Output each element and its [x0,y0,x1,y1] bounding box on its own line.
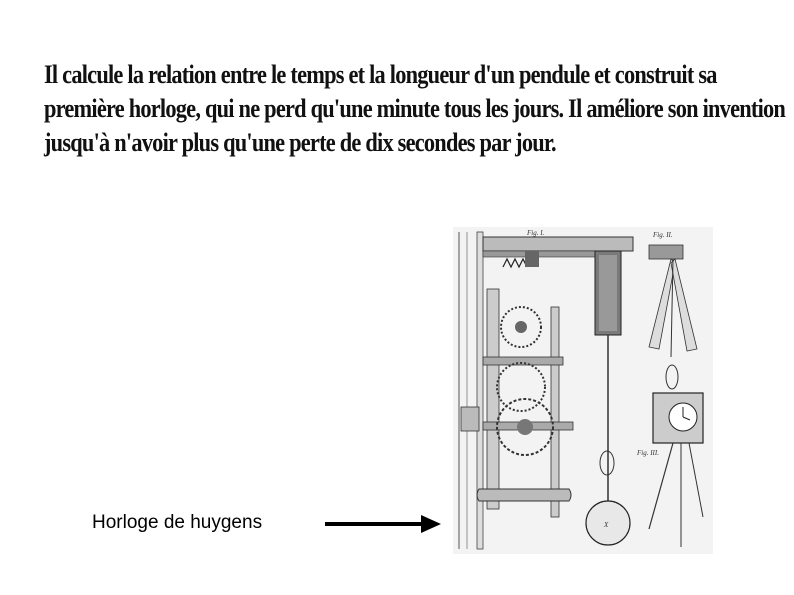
paragraph-line-3: jusqu'à n'avoir plus qu'une perte de dix secondes par jour. [44,128,556,157]
bob-letter: X [604,521,609,529]
fig2-label: Fig. II. [653,231,673,239]
description-paragraph [44,58,786,160]
right-arrow-icon [325,513,443,535]
paragraph-line-1: Il calcule la relation entre le temps et la longueur d'un pendule et construit sa [44,60,717,89]
figure-caption: Horloge de huygens [92,512,263,533]
paragraph-line-2: première horloge, qui ne perd qu'une minute tous les jours. Il améliore son invention [44,94,786,123]
fig3-label: Fig. III. [637,449,659,457]
huygens-clock-engraving [453,227,713,554]
fig1-label: Fig. I. [527,229,545,237]
